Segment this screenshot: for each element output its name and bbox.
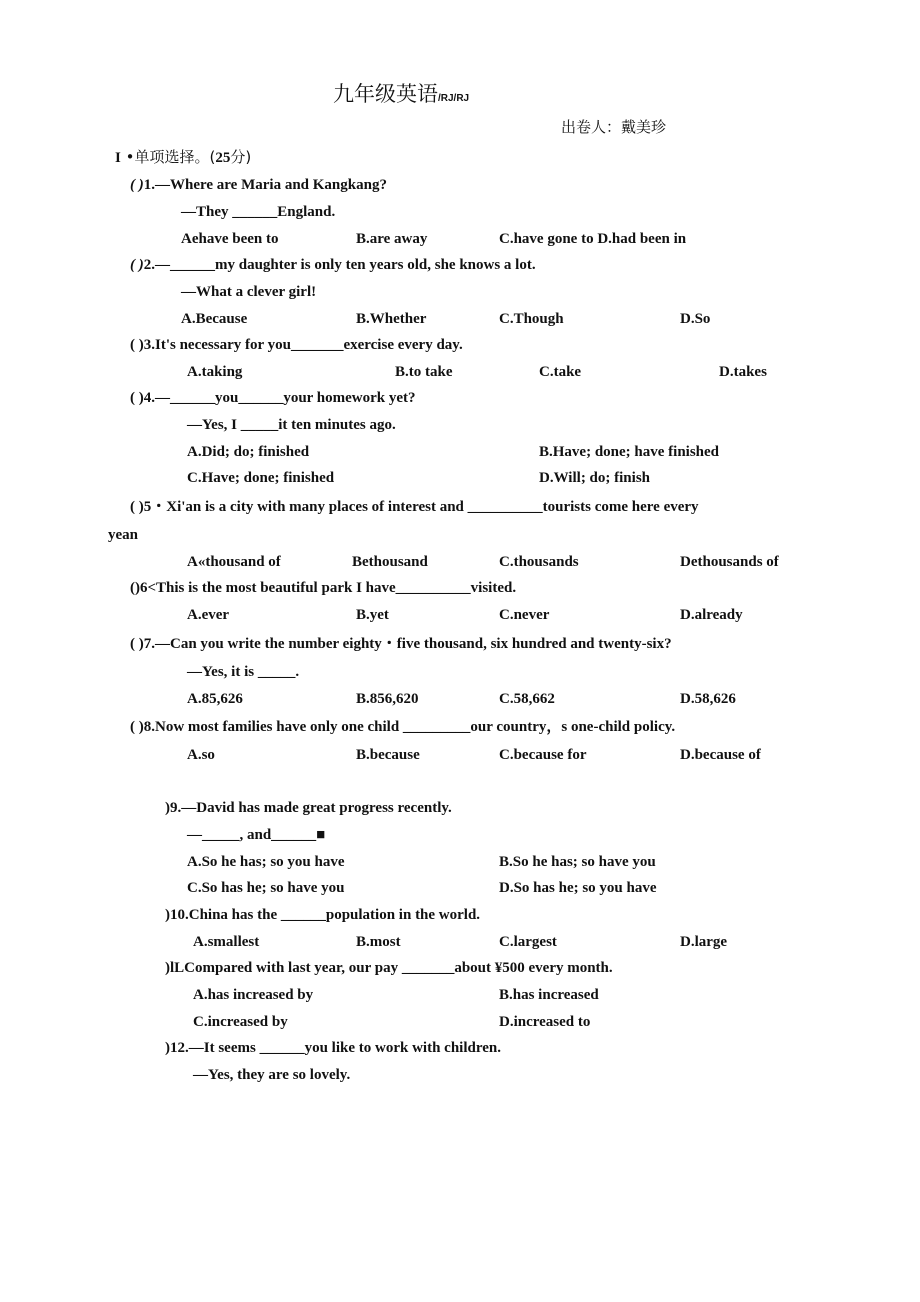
q7-option-a: A.85,626 (187, 691, 243, 707)
section-unit: 分) (230, 148, 252, 166)
page-title (333, 78, 469, 108)
title-text: 九年级英语 (333, 82, 438, 106)
q11-option-d: D.increased to (499, 1014, 591, 1030)
q6-option-b: B.yet (356, 607, 389, 623)
q9-option-a: A.So he has; so you have (187, 854, 345, 870)
q8-option-a: A.so (187, 747, 215, 763)
question-1-paren: ( ) (130, 177, 144, 193)
q1-option-a: Aehave been to (181, 231, 279, 247)
q2-option-c: C.Though (499, 311, 564, 327)
q4-option-d: D.Will; do; finish (539, 470, 650, 486)
question-4: ( )4.—______you______your homework yet? (130, 390, 416, 406)
q10-option-c: C.largest (499, 934, 557, 950)
q4-option-b: B.Have; done; have finished (539, 444, 720, 460)
author-line: 出卷人：戴美珍 (561, 118, 667, 136)
section-heading (115, 146, 251, 167)
q11-option-b: B.has increased (499, 987, 599, 1003)
question-1-line2: —They ______England. (181, 204, 336, 220)
q5-option-c: C.thousands (499, 554, 579, 570)
question-12-line2: —Yes, they are so lovely. (193, 1067, 351, 1083)
section-roman: I (115, 150, 121, 166)
question-10: )10.China has the ______population in the world. (165, 907, 481, 923)
question-1 (130, 175, 387, 195)
question-6: ()6<This is the most beautiful park I have__________visited. (130, 580, 517, 596)
q5-option-d: Dethousands of (680, 554, 779, 570)
q4-option-a: A.Did; do; finished (187, 444, 310, 460)
q10-option-a: A.smallest (193, 934, 260, 950)
q7-option-c: C.58,662 (499, 691, 555, 707)
q5-option-b: Bethousand (352, 554, 428, 570)
q3-option-a: A.taking (187, 364, 243, 380)
q10-option-b: B.most (356, 934, 401, 950)
question-7-line2: —Yes, it is _____. (187, 664, 300, 680)
q8-option-c: C.because for (499, 747, 587, 763)
q7-option-b: B.856,620 (356, 691, 419, 707)
q1-option-b: B.are away (356, 231, 428, 247)
question-9: )9.—David has made great progress recently. (165, 800, 452, 816)
q8-option-b: B.because (356, 747, 420, 763)
question-7: ( )7.—Can you write the number eighty・five thousand, six hundred and twenty-six? (130, 636, 672, 652)
q10-option-d: D.large (680, 934, 728, 950)
q6-option-a: A.ever (187, 607, 230, 623)
q6-option-c: C.never (499, 607, 550, 623)
q9-option-b: B.So he has; so have you (499, 854, 656, 870)
question-2 (130, 255, 536, 275)
question-3: ( )3.It's necessary for you_______exercise every day. (130, 337, 463, 353)
question-1-stem: 1.—Where are Maria and Kangkang? (143, 177, 387, 193)
q3-option-c: C.take (539, 364, 582, 380)
q2-option-a: A.Because (181, 311, 248, 327)
title-suffix: /RJ/RJ (438, 93, 470, 104)
q3-option-d: D.takes (719, 364, 767, 380)
q2-option-d: D.So (680, 311, 711, 327)
question-9-line2: —_____, and______■ (187, 827, 326, 843)
q3-option-b: B.to take (395, 364, 453, 380)
q4-option-c: C.Have; done; finished (187, 470, 335, 486)
section-bullet: • (125, 148, 135, 166)
question-5-cont: yean (108, 527, 138, 543)
q11-option-c: C.increased by (193, 1014, 288, 1030)
q6-option-d: D.already (680, 607, 743, 623)
section-points: 25 (215, 150, 231, 166)
question-2-line2: —What a clever girl! (181, 284, 317, 300)
q5-option-a: A«thousand of (187, 554, 281, 570)
question-4-line2: —Yes, I _____it ten minutes ago. (187, 417, 396, 433)
question-2-paren: ( ) (130, 257, 144, 273)
question-12: )12.—It seems ______you like to work with children. (165, 1040, 501, 1056)
question-2-stem: 2.—______my daughter is only ten years old, she knows a lot. (143, 257, 536, 273)
question-5: ( )5・Xi'an is a city with many places of interest and __________tourists come here every (130, 499, 699, 515)
q9-option-c: C.So has he; so have you (187, 880, 345, 896)
section-label: 单项选择。( (134, 148, 216, 166)
q9-option-d: D.So has he; so you have (499, 880, 657, 896)
q7-option-d: D.58,626 (680, 691, 736, 707)
question-8: ( )8.Now most families have only one child _________our country，s one-child policy. (130, 719, 676, 735)
q1-option-cd: C.have gone to D.had been in (499, 231, 687, 247)
q11-option-a: A.has increased by (193, 987, 314, 1003)
q8-option-d: D.because of (680, 747, 761, 763)
q2-option-b: B.Whether (356, 311, 427, 327)
question-11: )lLCompared with last year, our pay _______about ¥500 every month. (165, 960, 613, 976)
